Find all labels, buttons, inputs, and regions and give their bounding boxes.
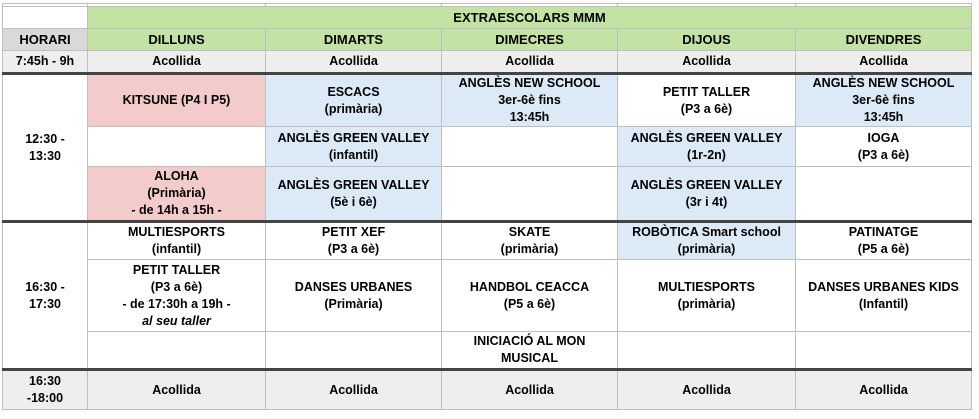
header-dimarts: DIMARTS bbox=[266, 29, 442, 51]
empty-cell bbox=[266, 332, 442, 370]
activity-green-valley-infantil: ANGLÈS GREEN VALLEY (infantil) bbox=[266, 127, 442, 167]
activity-petit-taller-mon: PETIT TALLER (P3 a 6è) - de 17:30h a 19h - al seu taller bbox=[88, 260, 266, 332]
activity-handbol-ceacca: HANDBOL CEACCA (P5 a 6è) bbox=[442, 260, 618, 332]
activity-angles-new-school-fri: ANGLÈS NEW SCHOOL 3er-6è fins 13:45h bbox=[796, 74, 972, 127]
time-noon: 12:30 - 13:30 bbox=[3, 74, 88, 222]
acollida-cell: Acollida bbox=[88, 51, 266, 74]
acollida-cell: Acollida bbox=[88, 370, 266, 410]
acollida-cell: Acollida bbox=[442, 51, 618, 74]
activity-ioga: IOGA (P3 a 6è) bbox=[796, 127, 972, 167]
empty-cell bbox=[88, 332, 266, 370]
acollida-cell: Acollida bbox=[796, 370, 972, 410]
activity-escacs: ESCACS (primària) bbox=[266, 74, 442, 127]
empty-cell bbox=[796, 332, 972, 370]
empty-cell bbox=[618, 332, 796, 370]
activity-green-valley-1r2n: ANGLÈS GREEN VALLEY (1r-2n) bbox=[618, 127, 796, 167]
time-evening: 16:30 -18:00 bbox=[3, 370, 88, 410]
empty-cell bbox=[796, 167, 972, 222]
acollida-cell: Acollida bbox=[442, 370, 618, 410]
activity-petit-taller-thu: PETIT TALLER (P3 a 6è) bbox=[618, 74, 796, 127]
title-left-blank bbox=[3, 7, 88, 29]
activity-patinatge: PATINATGE (P5 a 6è) bbox=[796, 222, 972, 260]
table-title: EXTRAESCOLARS MMM bbox=[88, 7, 972, 29]
empty-cell bbox=[442, 127, 618, 167]
empty-cell bbox=[442, 167, 618, 222]
activity-kitsune: KITSUNE (P4 I P5) bbox=[88, 74, 266, 127]
acollida-cell: Acollida bbox=[618, 370, 796, 410]
activity-danses-urbanes: DANSES URBANES (Primària) bbox=[266, 260, 442, 332]
header-divendres: DIVENDRES bbox=[796, 29, 972, 51]
activity-green-valley-3r4t: ANGLÈS GREEN VALLEY (3r i 4t) bbox=[618, 167, 796, 222]
activity-multiesports-thu: MULTIESPORTS (primària) bbox=[618, 260, 796, 332]
activity-danses-urbanes-kids: DANSES URBANES KIDS (Infantil) bbox=[796, 260, 972, 332]
activity-angles-new-school-wed: ANGLÈS NEW SCHOOL 3er-6è fins 13:45h bbox=[442, 74, 618, 127]
activity-iniciacio-musical: INICIACIÓ AL MON MUSICAL bbox=[442, 332, 618, 370]
activity-aloha: ALOHA (Primària) - de 14h a 15h - bbox=[88, 167, 266, 222]
activity-petit-xef: PETIT XEF (P3 a 6è) bbox=[266, 222, 442, 260]
empty-cell bbox=[88, 127, 266, 167]
activity-skate: SKATE (primària) bbox=[442, 222, 618, 260]
acollida-cell: Acollida bbox=[266, 370, 442, 410]
time-morning: 7:45h - 9h bbox=[3, 51, 88, 74]
header-dilluns: DILLUNS bbox=[88, 29, 266, 51]
header-horari: HORARI bbox=[3, 29, 88, 51]
acollida-cell: Acollida bbox=[266, 51, 442, 74]
activity-multiesports-mon: MULTIESPORTS (infantil) bbox=[88, 222, 266, 260]
activity-green-valley-5e6e: ANGLÈS GREEN VALLEY (5è i 6è) bbox=[266, 167, 442, 222]
schedule-table bbox=[2, 3, 972, 410]
acollida-cell: Acollida bbox=[796, 51, 972, 74]
header-dimecres: DIMECRES bbox=[442, 29, 618, 51]
time-afternoon: 16:30 - 17:30 bbox=[3, 222, 88, 370]
activity-robotica: ROBÒTICA Smart school (primària) bbox=[618, 222, 796, 260]
header-dijous: DIJOUS bbox=[618, 29, 796, 51]
acollida-cell: Acollida bbox=[618, 51, 796, 74]
